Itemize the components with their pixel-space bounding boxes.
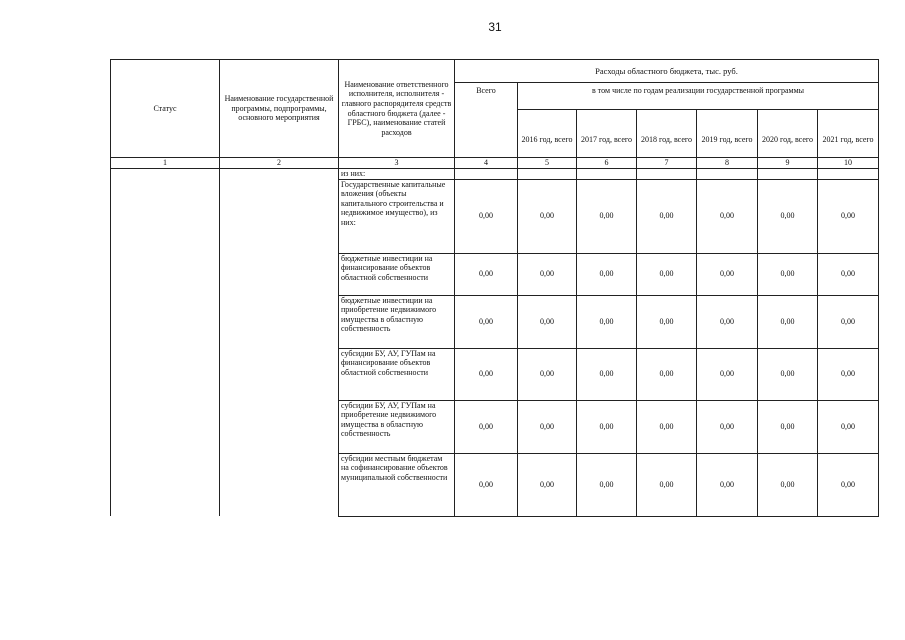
value-cell: 0,00	[577, 348, 637, 400]
column-number: 2	[220, 158, 339, 169]
value-cell: 0,00	[637, 453, 697, 516]
value-cell: 0,00	[758, 453, 818, 516]
row-label: бюджетные инвестиции на финансирование объектов областной собственности	[339, 253, 455, 295]
value-cell	[697, 169, 758, 180]
value-cell	[818, 169, 879, 180]
value-cell: 0,00	[518, 253, 577, 295]
budget-table	[110, 59, 879, 517]
header-year: 2016 год, всего	[518, 110, 577, 158]
value-cell: 0,00	[758, 295, 818, 348]
value-cell: 0,00	[455, 400, 518, 453]
value-cell: 0,00	[818, 179, 879, 253]
value-cell: 0,00	[518, 179, 577, 253]
header-expenses: Расходы областного бюджета, тыс. руб.	[455, 60, 879, 83]
value-cell: 0,00	[697, 295, 758, 348]
column-number: 10	[818, 158, 879, 169]
column-number: 1	[111, 158, 220, 169]
column-number: 6	[577, 158, 637, 169]
value-cell: 0,00	[577, 295, 637, 348]
value-cell: 0,00	[758, 253, 818, 295]
value-cell: 0,00	[518, 348, 577, 400]
value-cell: 0,00	[697, 453, 758, 516]
header-year: 2021 год, всего	[818, 110, 879, 158]
row-label: бюджетные инвестиции на приобретение недвижимого имущества в областную собственность	[339, 295, 455, 348]
value-cell: 0,00	[455, 179, 518, 253]
value-cell: 0,00	[637, 179, 697, 253]
value-cell: 0,00	[818, 253, 879, 295]
value-cell: 0,00	[697, 348, 758, 400]
value-cell: 0,00	[577, 253, 637, 295]
value-cell: 0,00	[818, 453, 879, 516]
value-cell: 0,00	[518, 295, 577, 348]
status-cell	[111, 169, 220, 517]
value-cell: 0,00	[697, 253, 758, 295]
value-cell	[577, 169, 637, 180]
page-number: 31	[488, 20, 502, 34]
program-name-cell	[220, 169, 339, 517]
row-label: субсидии БУ, АУ, ГУПам на финансирование объектов областной собственности	[339, 348, 455, 400]
header-program-name: Наименование государственной программы, подпрограммы, основного мероприятия	[220, 60, 339, 158]
header-executor: Наименование ответственного исполнителя, исполнителя - главного распорядителя средств областного бюджета (далее - ГРБС), наименование статей расходов	[339, 60, 455, 158]
column-number: 9	[758, 158, 818, 169]
value-cell	[518, 169, 577, 180]
header-year: 2017 год, всего	[577, 110, 637, 158]
header-by-years: в том числе по годам реализации государственной программы	[518, 83, 879, 110]
value-cell: 0,00	[455, 348, 518, 400]
value-cell	[637, 169, 697, 180]
value-cell: 0,00	[818, 295, 879, 348]
value-cell: 0,00	[818, 348, 879, 400]
value-cell: 0,00	[518, 400, 577, 453]
value-cell: 0,00	[577, 453, 637, 516]
value-cell: 0,00	[577, 400, 637, 453]
value-cell: 0,00	[697, 400, 758, 453]
header-year: 2018 год, всего	[637, 110, 697, 158]
value-cell: 0,00	[758, 348, 818, 400]
value-cell	[758, 169, 818, 180]
value-cell: 0,00	[637, 400, 697, 453]
value-cell: 0,00	[637, 253, 697, 295]
header-status: Статус	[111, 60, 220, 158]
column-number: 4	[455, 158, 518, 169]
value-cell: 0,00	[758, 179, 818, 253]
header-total: Всего	[455, 83, 518, 158]
table-row	[111, 169, 879, 180]
value-cell: 0,00	[518, 453, 577, 516]
value-cell: 0,00	[637, 295, 697, 348]
value-cell: 0,00	[758, 400, 818, 453]
value-cell: 0,00	[577, 179, 637, 253]
column-number: 8	[697, 158, 758, 169]
value-cell: 0,00	[818, 400, 879, 453]
column-number: 7	[637, 158, 697, 169]
row-label: субсидии БУ, АУ, ГУПам на приобретение недвижимого имущества в областную собственность	[339, 400, 455, 453]
row-label: Государственные капитальные вложения (объекты капитального строительства и недвижимое имущество), из них:	[339, 179, 455, 253]
header-year: 2019 год, всего	[697, 110, 758, 158]
column-number: 5	[518, 158, 577, 169]
column-numbers-row	[111, 158, 879, 169]
row-label: субсидии местным бюджетам на софинансирование объектов муниципальной собственности	[339, 453, 455, 516]
value-cell: 0,00	[697, 179, 758, 253]
header-year: 2020 год, всего	[758, 110, 818, 158]
row-label: из них:	[339, 169, 455, 180]
value-cell: 0,00	[637, 348, 697, 400]
column-number: 3	[339, 158, 455, 169]
value-cell: 0,00	[455, 253, 518, 295]
value-cell: 0,00	[455, 453, 518, 516]
value-cell	[455, 169, 518, 180]
value-cell: 0,00	[455, 295, 518, 348]
